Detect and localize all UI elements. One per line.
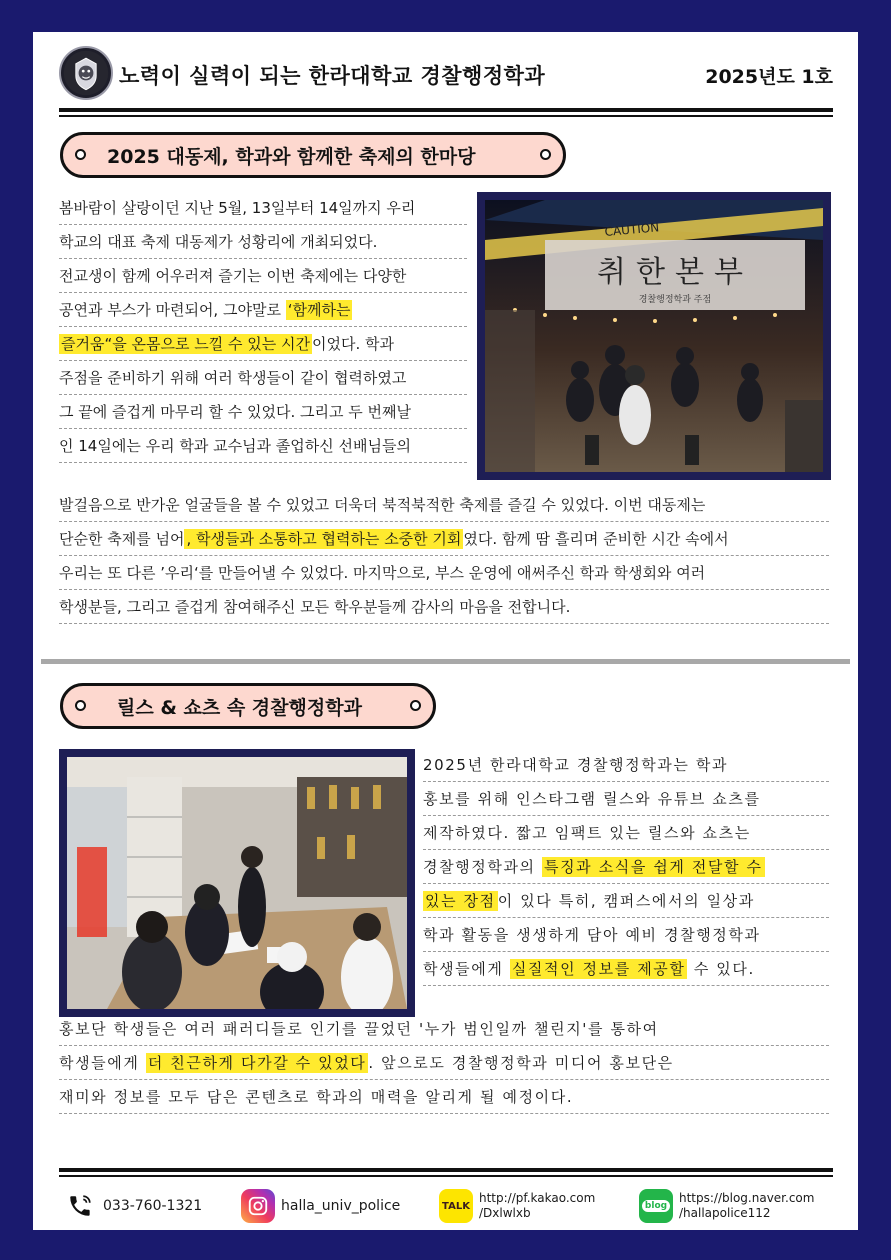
line-text: 그 끝에 즐겁게 마무리 할 수 있었다. 그리고 두 번째날 <box>59 403 411 421</box>
article-line <box>423 885 829 918</box>
booth-sign-text: 취한본부 <box>597 255 753 290</box>
line-text: 전교생이 함께 어우러져 즐기는 이번 축제에는 다양한 <box>59 267 407 285</box>
instagram-handle: halla_univ_police <box>281 1198 401 1214</box>
masthead <box>59 40 833 102</box>
bullet-circle-icon <box>410 700 421 711</box>
article-line <box>59 557 829 590</box>
bullet-circle-icon <box>75 700 86 711</box>
article-line <box>59 430 467 463</box>
bullet-circle-icon <box>75 149 86 160</box>
article-line <box>59 396 467 429</box>
header-rule-thick <box>59 108 833 112</box>
naver-blog-icon <box>639 1189 673 1223</box>
line-text: 발걸음으로 반가운 얼굴들을 볼 수 있었고 더욱더 북적북적한 축제를 즐길 수 있었다. 이번 대동제는 <box>59 496 706 514</box>
line-text: 재미와 정보를 모두 담은 콘텐츠로 학과의 매력을 알리게 될 예정이다. <box>59 1088 574 1106</box>
section-divider <box>41 659 850 664</box>
article-line <box>59 1013 829 1046</box>
newsletter-title: 노력이 실력이 되는 한라대학교 경찰행정학과 <box>119 64 546 88</box>
lion-emblem-icon <box>59 46 113 100</box>
highlighted-text: 특징과 소식을 쉽게 전달할 수 <box>544 858 763 876</box>
article-line <box>59 328 467 361</box>
line-text: 인 14일에는 우리 학과 교수님과 졸업하신 선배님들의 <box>59 437 411 455</box>
newsletter-page <box>33 32 858 1230</box>
contact-kakao[interactable] <box>439 1186 595 1226</box>
blog-url-line2: /hallapolice112 <box>679 1206 771 1220</box>
article-line <box>59 523 829 556</box>
footer-rule-thick <box>59 1168 833 1172</box>
blog-badge: blog <box>642 1200 670 1212</box>
highlighted-text: ‘함께하는 <box>287 301 351 319</box>
contact-instagram[interactable] <box>241 1186 400 1226</box>
phone-number: 033-760-1321 <box>103 1198 203 1214</box>
line-text: . 앞으로도 경찰행정학과 미디어 홍보단은 <box>368 1054 674 1072</box>
footer-rule-thin <box>59 1175 833 1177</box>
line-text: 경찰행정학과의 <box>423 858 542 876</box>
article-line <box>423 919 829 952</box>
article-line <box>59 489 829 522</box>
highlighted-text: 있는 장점 <box>425 892 496 910</box>
line-text: 학교의 대표 축제 대동제가 성황리에 개최되었다. <box>59 233 378 251</box>
line-text: 봄바람이 살랑이던 지난 5월, 13일부터 14일까지 우리 <box>59 199 416 217</box>
line-text: 단순한 축제를 넘어 <box>59 530 185 548</box>
highlighted-text: 즐거움“을 온몸으로 느낄 수 있는 시간 <box>61 335 310 353</box>
line-text: 이 있다 특히, 캠퍼스에서의 일상과 <box>497 892 755 910</box>
line-text: 홍보단 학생들은 여러 패러디들로 인기를 끌었던 '누가 범인일까 챌린지'를 통하여 <box>59 1020 659 1038</box>
article-line <box>423 953 829 986</box>
line-text: 수 있다. <box>687 960 755 978</box>
line-text: 이었다. 학과 <box>311 335 394 353</box>
article-line <box>423 783 829 816</box>
promo-team-photo <box>59 749 415 1017</box>
section-heading <box>60 683 436 729</box>
article-line <box>59 192 467 225</box>
section-heading <box>60 132 566 178</box>
line-text: 2025년 한라대학교 경찰행정학과는 학과 <box>423 756 729 774</box>
blog-url-line1: https://blog.naver.com <box>679 1191 815 1205</box>
line-text: 제작하였다. 짧고 임팩트 있는 릴스와 쇼츠는 <box>423 824 751 842</box>
article-line <box>423 817 829 850</box>
highlighted-text: , 학생들과 소통하고 협력하는 소중한 기회 <box>186 530 462 548</box>
festival-booth-photo <box>477 192 831 480</box>
line-text: 학과 활동을 생생하게 담아 예비 경찰행정학과 <box>423 926 761 944</box>
kakaotalk-icon <box>439 1189 473 1223</box>
article-line <box>59 1081 829 1114</box>
contact-blog[interactable] <box>639 1186 814 1226</box>
bullet-circle-icon <box>540 149 551 160</box>
highlighted-text: 실질적인 정보를 제공할 <box>511 960 686 978</box>
article-line <box>59 226 467 259</box>
kakaotalk-badge: TALK <box>442 1200 470 1212</box>
article-line <box>59 591 829 624</box>
article-line <box>59 362 467 395</box>
booth-sign-subtext: 경찰행정학과 주점 <box>638 295 712 305</box>
section-title: 릴스 & 쇼츠 속 경찰행정학과 <box>117 696 362 719</box>
article-line <box>423 851 829 884</box>
article-line <box>423 749 829 782</box>
instagram-icon <box>241 1189 275 1223</box>
issue-number: 2025년도 1호 <box>705 66 833 88</box>
line-text: 학생분들, 그리고 즐겁게 참여해주신 모든 학우분들께 감사의 마음을 전합니다. <box>59 598 571 616</box>
caution-tape-text: CAUTION <box>604 220 660 239</box>
line-text: 학생들에게 <box>423 960 510 978</box>
line-text: 우리는 또 다른 ’우리‘를 만들어낼 수 있었다. 마지막으로, 부스 운영에 애써주신 학과 학생회와 여러 <box>59 564 706 582</box>
highlighted-text: 더 친근하게 다가갈 수 있었다 <box>147 1054 367 1072</box>
line-text: 주점을 준비하기 위해 여러 학생들이 같이 협력하였고 <box>59 369 407 387</box>
kakao-url-line1: http://pf.kakao.com <box>479 1191 596 1205</box>
contact-phone[interactable] <box>63 1186 202 1226</box>
line-text: 였다. 함께 땀 흘리며 준비한 시간 속에서 <box>463 530 729 548</box>
article-line <box>59 294 467 327</box>
phone-icon <box>63 1189 97 1223</box>
line-text: 홍보를 위해 인스타그램 릴스와 유튜브 쇼츠를 <box>423 790 761 808</box>
line-text: 학생들에게 <box>59 1054 146 1072</box>
line-text: 공연과 부스가 마련되어, 그야말로 <box>59 301 286 319</box>
kakao-url-line2: /Dxlwlxb <box>479 1206 531 1220</box>
article-line <box>59 1047 829 1080</box>
header-rule-thin <box>59 115 833 117</box>
article-line <box>59 260 467 293</box>
section-title: 2025 대동제, 학과와 함께한 축제의 한마당 <box>107 145 476 168</box>
